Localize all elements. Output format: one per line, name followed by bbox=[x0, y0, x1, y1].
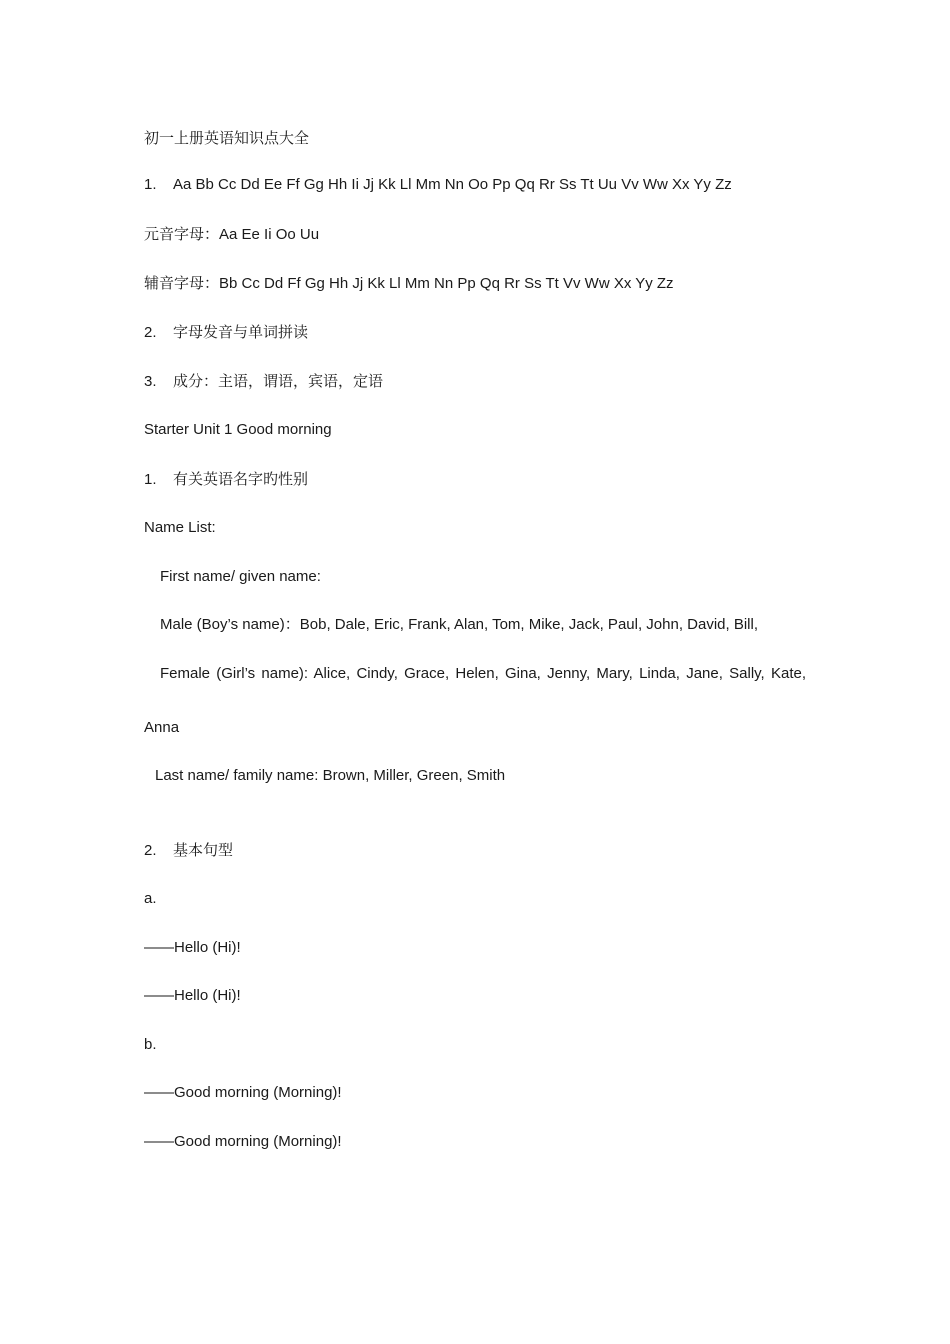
last-name-line: Last name/ family name: Brown, Miller, Green, Smith bbox=[155, 767, 506, 784]
list-item-alphabet bbox=[144, 175, 732, 195]
list-text: 基本句型 bbox=[173, 841, 234, 859]
list-number: 3. bbox=[144, 373, 157, 390]
list-number: 2. bbox=[144, 324, 157, 341]
name-list-label: Name List: bbox=[144, 519, 216, 536]
pattern-a-label: a. bbox=[144, 890, 157, 907]
list-text: 成分：主语，谓语，宾语，定语 bbox=[173, 372, 384, 390]
consonant-label: 辅音字母： bbox=[144, 274, 220, 292]
alphabet-text: Aa Bb Cc Dd Ee Ff Gg Hh Ii Jj Kk Ll Mm Nn Oo Pp Qq Rr Ss Tt Uu Vv Ww Xx Yy Zz bbox=[173, 176, 732, 193]
male-names: Male (Boy’s name)：Bob, Dale, Eric, Frank, Alan, Tom, Mike, Jack, Paul, John, David, Bill, bbox=[160, 616, 759, 633]
vowel-text: Aa Ee Ii Oo Uu bbox=[219, 226, 320, 243]
list-item-pronunciation bbox=[144, 322, 308, 343]
list-number: 2. bbox=[144, 842, 157, 859]
list-item-sentence-patterns bbox=[144, 840, 233, 861]
unit-heading: Starter Unit 1 Good morning bbox=[144, 421, 332, 438]
list-item-components bbox=[144, 371, 383, 392]
vowel-line bbox=[144, 224, 319, 245]
pattern-b-label: b. bbox=[144, 1036, 157, 1053]
list-item-name-gender bbox=[144, 469, 308, 490]
list-text: 有关英语名字旳性别 bbox=[173, 470, 309, 488]
first-name-label: First name/ given name: bbox=[160, 568, 321, 585]
list-text: 字母发音与单词拼读 bbox=[173, 323, 309, 341]
list-number: 1. bbox=[144, 471, 157, 488]
pattern-a-line-1: ——Hello (Hi)! bbox=[144, 939, 241, 956]
consonant-line bbox=[144, 273, 674, 294]
vowel-label: 元音字母： bbox=[144, 225, 220, 243]
list-number: 1. bbox=[144, 176, 157, 193]
pattern-a-line-2: ——Hello (Hi)! bbox=[144, 987, 241, 1004]
pattern-b-line-1: ——Good morning (Morning)! bbox=[144, 1084, 342, 1101]
document-title: 初一上册英语知识点大全 bbox=[144, 129, 310, 147]
female-names: Female (Girl’s name): Alice, Cindy, Grace, Helen, Gina, Jenny, Mary, Linda, Jane, Sally, Kate, bbox=[160, 665, 806, 682]
pattern-b-line-2: ——Good morning (Morning)! bbox=[144, 1133, 342, 1150]
consonant-text: Bb Cc Dd Ff Gg Hh Jj Kk Ll Mm Nn Pp Qq Rr Ss Tt Vv Ww Xx Yy Zz bbox=[219, 275, 674, 292]
female-names-continued: Anna bbox=[144, 719, 180, 736]
